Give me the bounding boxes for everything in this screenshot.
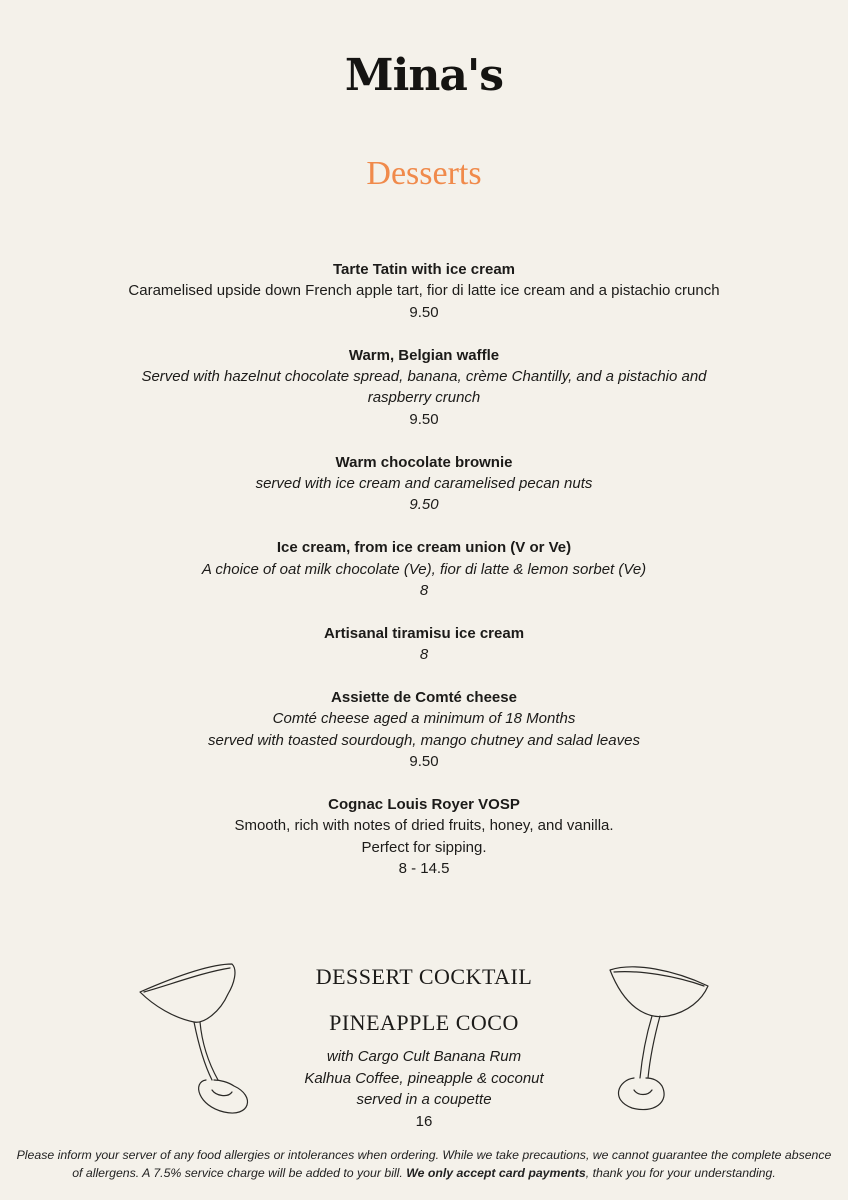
item-description-line2: served with toasted sourdough, mango chutney and salad leaves (208, 731, 640, 749)
item-price: 9.50 (409, 753, 439, 771)
item-description-line2: raspberry crunch (367, 389, 481, 407)
item-description: Caramelised upside down French apple tart, fior di latte ice cream and a pistachio crunch (128, 282, 720, 300)
cocktail-price: 16 (415, 1112, 433, 1130)
cocktail-heading: DESSERT COCKTAIL (315, 964, 533, 989)
item-description-line2: Perfect for sipping. (361, 838, 487, 856)
cocktail-line: with Cargo Cult Banana Rum (326, 1048, 522, 1065)
menu-item-chocolate-brownie (60, 452, 788, 516)
item-price: 8 (419, 646, 429, 664)
item-name: Artisanal tiramisu ice cream (323, 624, 525, 642)
cocktail-line: served in a coupette (356, 1091, 492, 1109)
menu-item-cognac (60, 794, 788, 880)
cocktail-line: Kalhua Coffee, pineapple & coconut (304, 1069, 544, 1087)
allergen-notice (10, 1146, 838, 1182)
item-description: Smooth, rich with notes of dried fruits, honey, and vanilla. (234, 817, 614, 835)
cocktail-name: PINEAPPLE COCO (329, 1010, 519, 1035)
item-name: Tarte Tatin with ice cream (333, 261, 515, 278)
menu-item-belgian-waffle (60, 345, 788, 431)
menu-item-tarte-tatin (60, 259, 788, 323)
dessert-menu (60, 259, 788, 901)
item-description: A choice of oat milk chocolate (Ve), fior di latte & lemon sorbet (Ve) (201, 560, 647, 578)
item-description: Served with hazelnut chocolate spread, banana, crème Chantilly, and a pistachio and (141, 368, 707, 386)
menu-item-tiramisu-ice-cream (60, 623, 788, 666)
item-price: 9.50 (409, 496, 439, 514)
item-price: 8 (419, 582, 429, 600)
footer-text: Please inform your server of any food allergies or intolerances when ordering. While we take precautions, we cannot guarantee the complete absence of allergens. A 7.5% service charge will be added to your bill. (16, 1148, 832, 1180)
item-description: served with ice cream and caramelised pecan nuts (255, 475, 593, 493)
dessert-cocktail (224, 960, 624, 1132)
item-price: 9.50 (409, 303, 439, 321)
cocktail-description (224, 1046, 624, 1111)
brand-logo: Mina's (344, 50, 504, 101)
footer-card-payments: We only accept card payments (406, 1166, 586, 1180)
section-title: Desserts (366, 155, 482, 192)
item-name: Warm, Belgian waffle (348, 346, 500, 364)
item-name: Cognac Louis Royer VOSP (328, 796, 520, 814)
item-price: 9.50 (409, 410, 439, 428)
item-name: Ice cream, from ice cream union (V or Ve) (276, 539, 572, 557)
item-name: Assiette de Comté cheese (331, 689, 517, 707)
menu-item-comte-cheese (60, 687, 788, 773)
item-name: Warm chocolate brownie (335, 453, 513, 471)
footer-text-end: , thank you for your understanding. (585, 1166, 776, 1180)
item-description: Comté cheese aged a minimum of 18 Months (272, 710, 576, 728)
menu-item-ice-cream (60, 537, 788, 601)
item-price: 8 - 14.5 (398, 860, 450, 878)
